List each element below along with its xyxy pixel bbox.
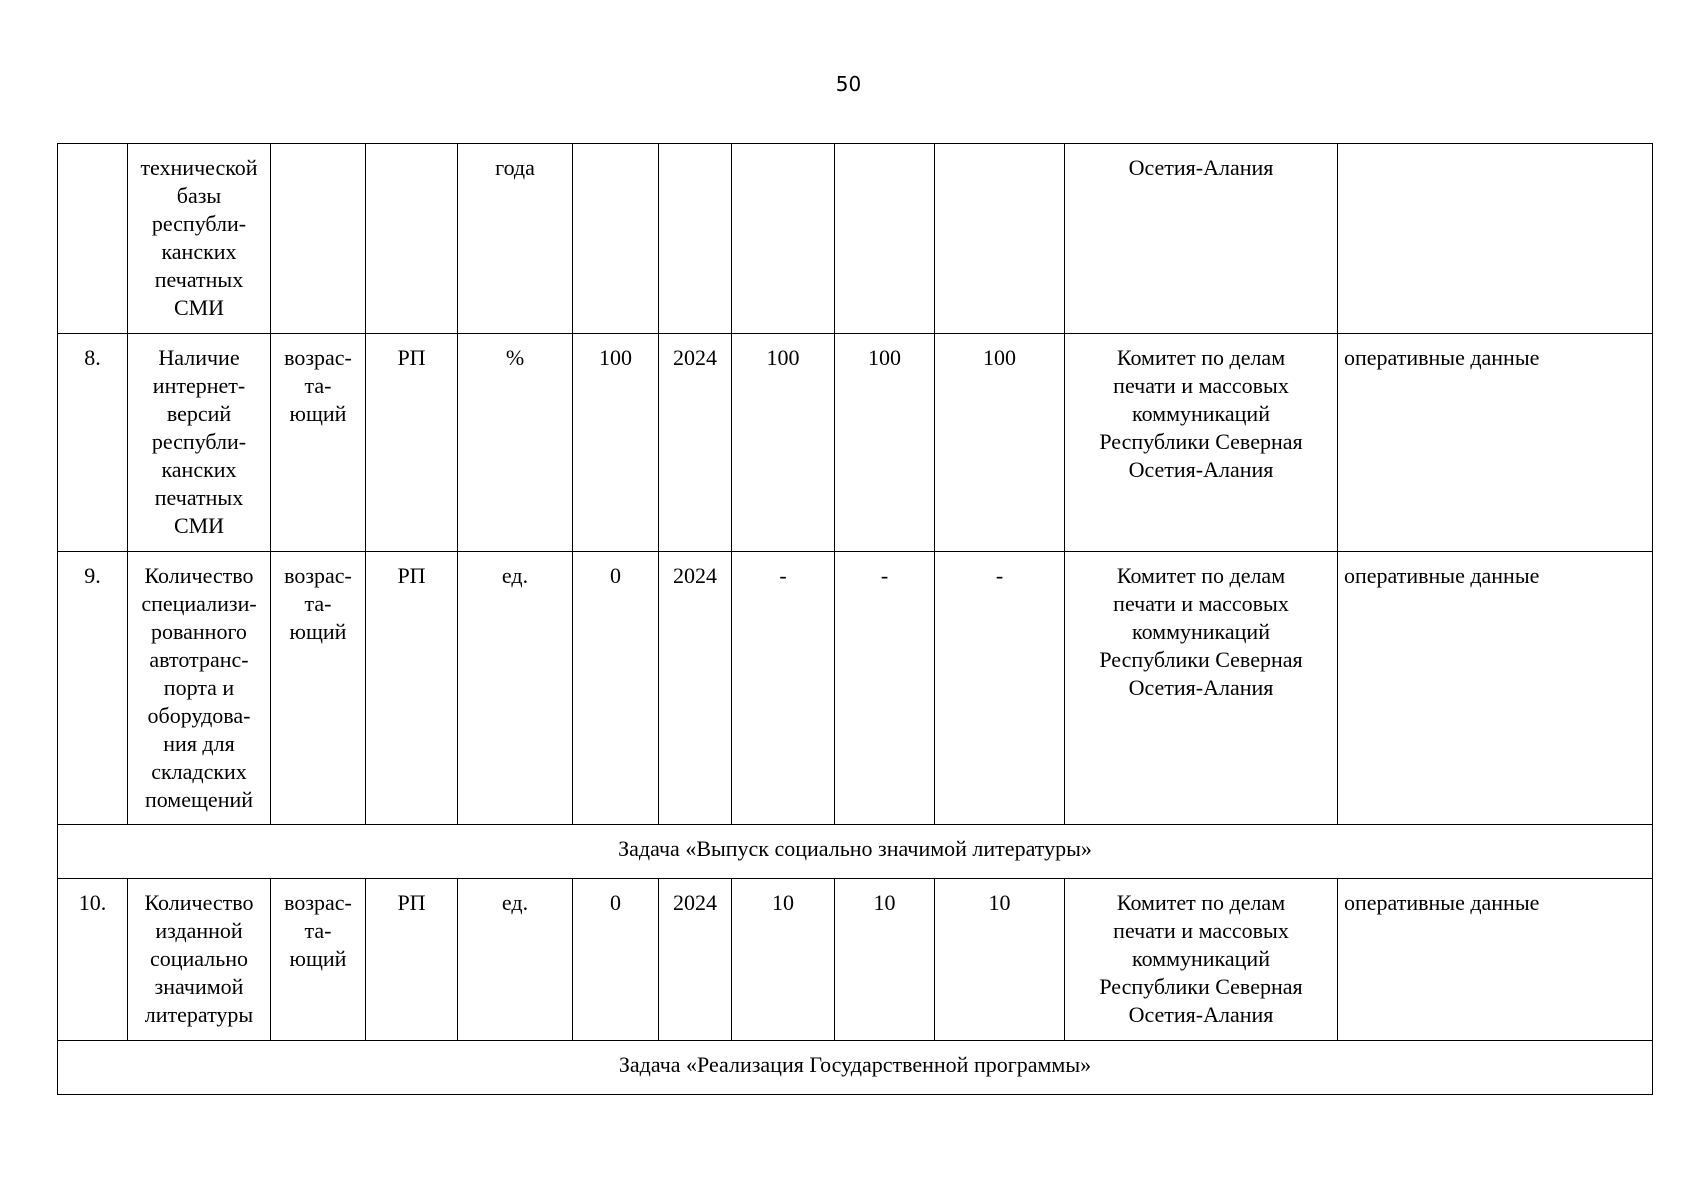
indicator-name-line: литературы: [144, 1002, 254, 1027]
indicator-level-cell: РП: [366, 879, 458, 1041]
indicator-name-line: помещений: [144, 787, 254, 812]
data-source-cell: оперативные данные: [1338, 879, 1653, 1041]
indicator-name-line: печатных: [154, 485, 244, 510]
table-body: [58, 144, 1653, 1095]
indicator-name-cell: [128, 879, 271, 1041]
data-source-cell: оперативные данные: [1338, 334, 1653, 552]
indicator-name-line: республи-: [151, 211, 247, 236]
responsible-body-cell: [1065, 144, 1338, 334]
dynamics-type-line: та-: [304, 918, 332, 943]
indicator-name-line: канских: [161, 457, 237, 482]
responsible-body-line: Осетия-Алания: [1128, 457, 1274, 482]
value-year-3-cell: 100: [935, 334, 1065, 552]
responsible-body-cell: [1065, 334, 1338, 552]
task-heading: Задача «Реализация Государственной программы»: [58, 1041, 1653, 1095]
dynamics-type-line: возрас-: [284, 890, 352, 915]
data-source-cell: оперативные данные: [1338, 552, 1653, 825]
unit-of-measure-cell: [458, 144, 573, 334]
dynamics-type-cell: [271, 879, 366, 1041]
value-year-1-cell: [732, 144, 835, 334]
value-year-2-cell: 100: [835, 334, 935, 552]
responsible-body-line: Комитет по делам: [1116, 563, 1286, 588]
indicator-name-line: печатных: [154, 267, 244, 292]
dynamics-type-line: ющий: [289, 401, 347, 426]
unit-of-measure-line: %: [505, 345, 525, 370]
data-source-cell: [1338, 144, 1653, 334]
row-number-cell: [58, 144, 128, 334]
base-value-cell: 0: [573, 879, 659, 1041]
responsible-body-line: печати и массовых: [1113, 591, 1289, 616]
indicator-name-line: автотранс-: [149, 647, 249, 672]
dynamics-type-cell: [271, 552, 366, 825]
value-year-1-cell: -: [732, 552, 835, 825]
dynamics-type-line: возрас-: [284, 345, 352, 370]
value-year-1-cell: 10: [732, 879, 835, 1041]
dynamics-type-cell: [271, 144, 366, 334]
indicator-name-line: Наличие: [158, 345, 240, 370]
value-year-3-cell: -: [935, 552, 1065, 825]
responsible-body-line: Осетия-Алания: [1128, 675, 1274, 700]
responsible-body-line: коммуникаций: [1132, 946, 1270, 971]
responsible-body-line: Республики Северная: [1099, 974, 1303, 999]
responsible-body-line: печати и массовых: [1113, 373, 1289, 398]
task-heading: Задача «Выпуск социально значимой литературы»: [58, 825, 1653, 879]
dynamics-type-line: ющий: [289, 946, 347, 971]
indicator-name-line: Количество: [144, 563, 254, 588]
indicator-name-cell: [128, 552, 271, 825]
responsible-body-cell: [1065, 552, 1338, 825]
responsible-body-line: Комитет по делам: [1116, 890, 1286, 915]
indicator-level-cell: РП: [366, 334, 458, 552]
dynamics-type-line: та-: [304, 591, 332, 616]
base-value-cell: [573, 144, 659, 334]
base-year-cell: 2024: [659, 552, 732, 825]
indicator-level-cell: [366, 144, 458, 334]
row-number-cell: 9.: [58, 552, 128, 825]
unit-of-measure-line: ед.: [501, 890, 529, 915]
base-value-cell: 0: [573, 552, 659, 825]
dynamics-type-cell: [271, 334, 366, 552]
indicator-name-line: ния для: [163, 731, 235, 756]
value-year-2-cell: 10: [835, 879, 935, 1041]
indicator-name-line: порта и: [163, 675, 235, 700]
dynamics-type-line: возрас-: [284, 563, 352, 588]
base-year-cell: 2024: [659, 879, 732, 1041]
value-year-3-cell: 10: [935, 879, 1065, 1041]
indicator-name-line: интернет-: [152, 373, 246, 398]
responsible-body-line: Осетия-Алания: [1128, 155, 1274, 180]
base-value-cell: 100: [573, 334, 659, 552]
responsible-body-line: коммуникаций: [1132, 401, 1270, 426]
indicator-name-line: СМИ: [173, 295, 225, 320]
indicator-name-line: социально: [149, 946, 249, 971]
unit-of-measure-line: ед.: [501, 563, 529, 588]
indicator-name-line: складских: [151, 759, 247, 784]
dynamics-type-line: та-: [304, 373, 332, 398]
row-number-cell: 8.: [58, 334, 128, 552]
indicator-name-line: версий: [166, 401, 232, 426]
indicator-name-line: значимой: [154, 974, 244, 999]
indicator-name-line: базы: [176, 183, 222, 208]
page-number: 50: [835, 72, 862, 96]
indicator-name-line: республи-: [151, 429, 247, 454]
indicator-name-cell: [128, 144, 271, 334]
indicator-name-line: канских: [161, 239, 237, 264]
table-row: [58, 552, 1653, 825]
indicator-name-line: рованного: [151, 619, 247, 644]
indicator-level-cell: РП: [366, 552, 458, 825]
unit-of-measure-cell: [458, 879, 573, 1041]
unit-of-measure-cell: [458, 334, 573, 552]
responsible-body-line: Республики Северная: [1099, 647, 1303, 672]
indicator-name-line: изданной: [155, 918, 243, 943]
row-number-cell: 10.: [58, 879, 128, 1041]
indicator-name-cell: [128, 334, 271, 552]
task-row: [58, 825, 1653, 879]
value-year-2-cell: -: [835, 552, 935, 825]
responsible-body-cell: [1065, 879, 1338, 1041]
indicator-name-line: технической: [140, 155, 258, 180]
base-year-cell: 2024: [659, 334, 732, 552]
table-row: [58, 879, 1653, 1041]
table-row: [58, 144, 1653, 334]
responsible-body-line: Комитет по делам: [1116, 345, 1286, 370]
indicator-name-line: СМИ: [173, 513, 225, 538]
task-row: [58, 1041, 1653, 1095]
responsible-body-line: печати и массовых: [1113, 918, 1289, 943]
responsible-body-line: коммуникаций: [1132, 619, 1270, 644]
indicator-name-line: специализи-: [141, 591, 257, 616]
indicators-table: [57, 143, 1653, 1095]
indicator-name-line: Количество: [144, 890, 254, 915]
dynamics-type-line: ющий: [289, 619, 347, 644]
indicator-name-line: оборудова-: [147, 703, 251, 728]
base-year-cell: [659, 144, 732, 334]
responsible-body-line: Республики Северная: [1099, 429, 1303, 454]
value-year-3-cell: [935, 144, 1065, 334]
value-year-1-cell: 100: [732, 334, 835, 552]
responsible-body-line: Осетия-Алания: [1128, 1002, 1274, 1027]
value-year-2-cell: [835, 144, 935, 334]
unit-of-measure-cell: [458, 552, 573, 825]
table-row: [58, 334, 1653, 552]
unit-of-measure-line: года: [495, 155, 535, 180]
